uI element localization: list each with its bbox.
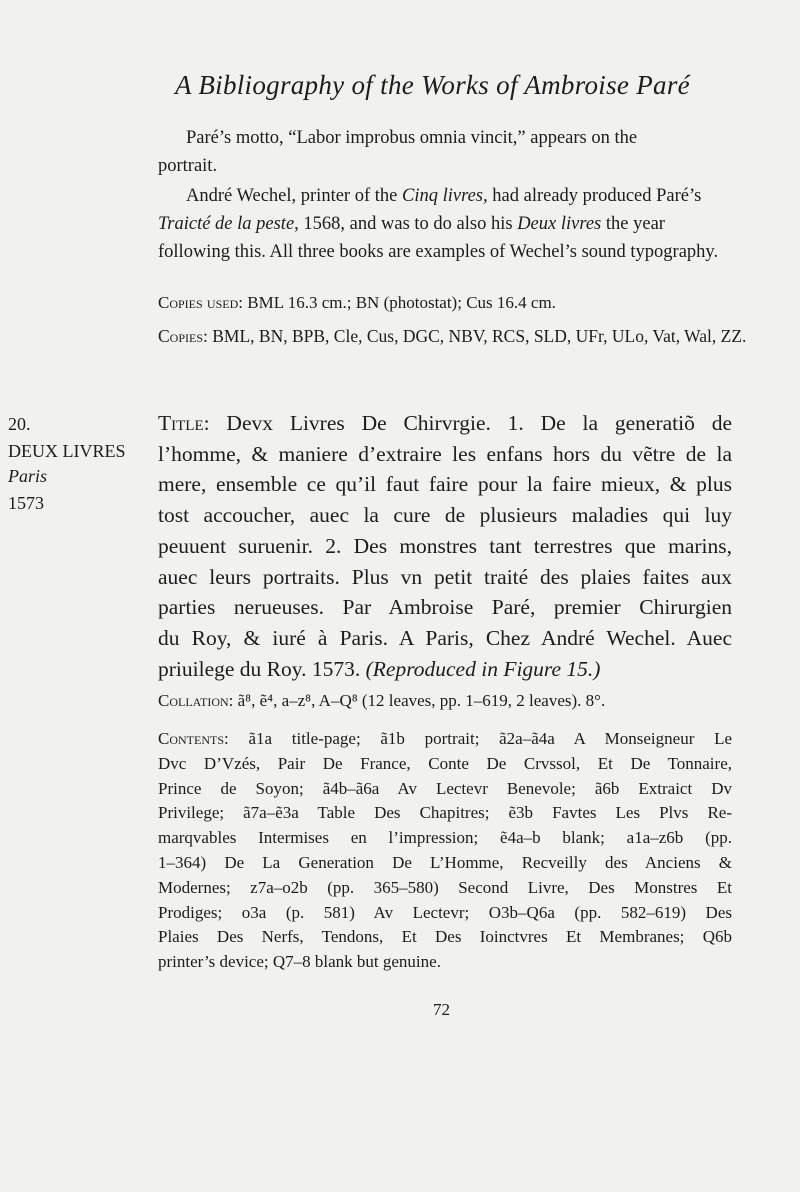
copies-label: Copies: [158,326,208,346]
title-line: l’homme, & maniere d’extraire les enfans hors du vẽtre de la [158,441,732,466]
contents-line: marqvables Intermises en l’impression; ẽ4a–b blank; a1a–z6b (pp. [158,828,732,848]
title-line: parties nerueuses. Par Ambroise Paré, premier Chirurgien [158,595,732,620]
copies-used-text: BML 16.3 cm.; BN (photostat); Cus 16.4 cm. [243,293,556,312]
collation-label: Collation: [158,691,234,710]
traicte-title: Traicté de la peste, [158,214,299,234]
entry-place: Paris [8,466,48,486]
margin-entry [8,412,126,516]
page-number: 72 [433,1000,450,1019]
motto-line-1: Paré’s motto, “Labor improbus omnia vincit,” appears on the [186,128,638,148]
title-label: Title: [158,411,210,435]
contents-line [158,727,732,752]
wechel-text: 1568, and was to do also his [298,214,518,234]
contents-line: 1–364) De La Generation De L’Homme, Recveilly des Anciens & [158,852,732,872]
title-text: Devx Livres De Chirvrgie. 1. De la generatiõ de [209,411,732,435]
contents-entry [158,727,732,975]
motto-paragraph [158,124,730,180]
contents-label: Contents: [158,729,229,748]
copies-line [158,323,758,349]
title-line: auec leurs portraits. Plus vn petit traité des plaies faites aux [158,564,732,589]
title-line [158,654,732,685]
contents-line: Privilege; ã7a–ẽ3a Table Des Chapitres; ẽ3b Favtes Les Plvs Re- [158,803,732,823]
wechel-paragraph [158,182,730,266]
wechel-text: had already produced Paré’s [487,186,702,206]
motto-line-2: portrait. [158,156,218,176]
entry-year: 1573 [8,493,44,513]
wechel-text: André Wechel, printer of the [186,186,402,206]
title-line [158,408,732,439]
deux-livres-title: Deux livres [517,214,602,234]
contents-line: printer’s device; Q7–8 blank but genuine. [158,952,441,972]
contents-line: Prodiges; o3a (p. 581) Av Lectevr; O3b–Q6a (pp. 582–619) Des [158,902,732,922]
contents-line: Dvc D’Vzés, Pair De France, Conte De Crvssol, Et De Tonnaire, [158,753,732,773]
contents-line: Prince de Soyon; ã4b–ã6a Av Lectevr Benevole; ã6b Extraict Dv [158,778,732,798]
title-entry [158,408,732,684]
title-line: du Roy, & iuré à Paris. A Paris, Chez André Wechel. Auec [158,625,732,650]
copies-used-line [158,290,730,316]
title-line: tost accoucher, auec la cure de plusieurs maladies qui luy [158,503,732,528]
entry-short-title: DEUX LIVRES [8,441,126,461]
title-text: priuilege du Roy. 1573. [158,656,366,681]
copies-used-label: Copies used: [158,293,243,312]
contents-line: Plaies Des Nerfs, Tendons, Et Des Ioinctvres Et Membranes; Q6b [158,927,732,947]
collation-text: ã⁸, ẽ⁴, a–z⁸, A–Q⁸ (12 leaves, pp. 1–619, 2 leaves). 8°. [233,691,606,710]
title-line: peuuent suruenir. 2. Des monstres tant terrestres que marins, [158,533,732,558]
intro-section [158,124,730,266]
contents-text: ã1a title-page; ã1b portrait; ã2a–ã4a A Monseigneur Le [228,729,732,748]
wechel-text: the year following this. All three books are examples of Wechel’s sound typography. [158,214,719,262]
copies-text: BML, BN, BPB, Cle, Cus, DGC, NBV, RCS, SLD, UFr, ULo, Vat, Wal, ZZ. [207,326,747,346]
figure-reference: (Reproduced in Figure 15.) [365,656,601,681]
entry-number: 20. [8,414,31,434]
title-line: mere, ensemble ce qu’il faut faire pour la faire mieux, & plus [158,472,732,497]
collation-line [158,688,732,714]
cinq-livres-title: Cinq livres, [401,186,488,206]
contents-line: Modernes; z7a–o2b (pp. 365–580) Second Livre, Des Monstres Et [158,877,732,897]
running-header: A Bibliography of the Works of Ambroise Paré [175,70,690,100]
